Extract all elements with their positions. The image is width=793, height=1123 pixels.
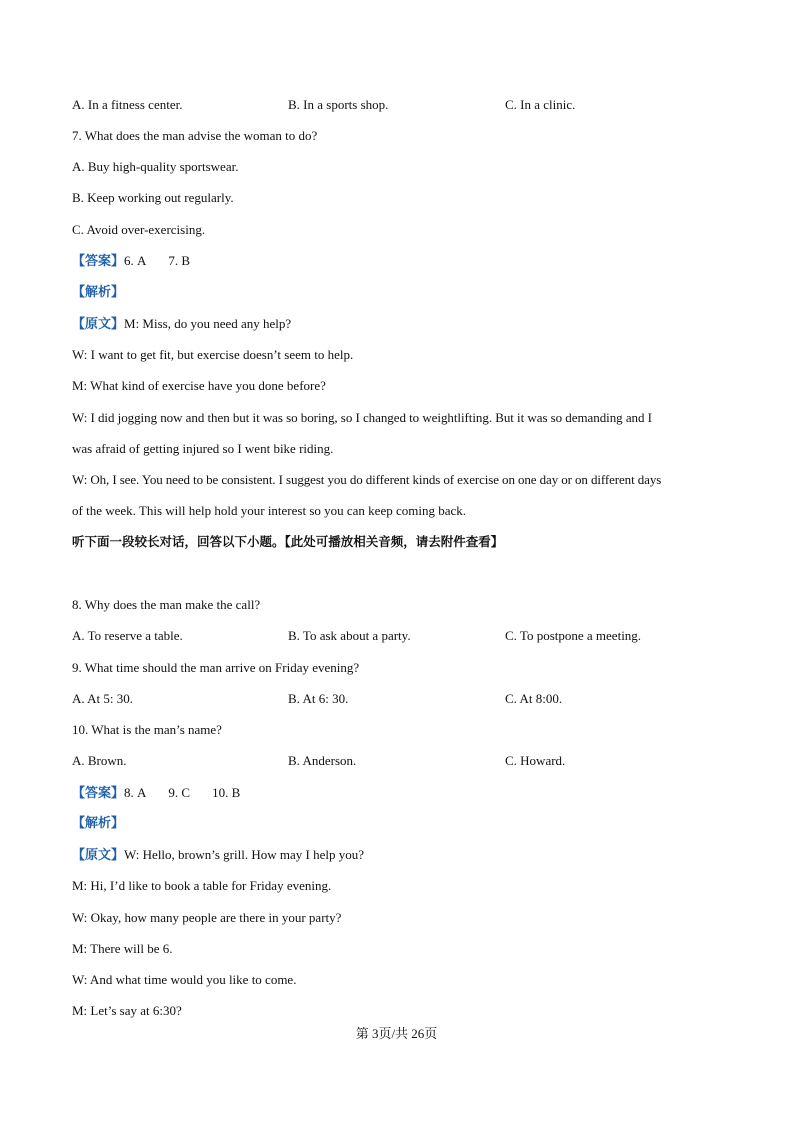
q10-question: 10. What is the man’s name? — [72, 722, 222, 737]
q8-question: 8. Why does the man make the call? — [72, 597, 261, 612]
transcript-2-line-3: W: Okay, how many people are there in your party? — [72, 910, 342, 925]
transcript-2-line-1 — [72, 847, 364, 864]
answer-10: 10. B — [212, 785, 241, 800]
q6-option-c: C. In a clinic. — [505, 97, 576, 112]
transcript-1-line-3: M: What kind of exercise have you done before? — [72, 378, 326, 393]
transcript-1-line-4: W: I did jogging now and then but it was so boring, so I changed to weightlifting. But it was so demanding and I — [72, 410, 652, 425]
transcript-text: M: Miss, do you need any help? — [124, 316, 292, 331]
q9-option-c: C. At 8:00. — [505, 691, 563, 706]
analysis-tag: 【解析】 — [72, 816, 125, 831]
transcript-1-line-5: was afraid of getting injured so I went bike riding. — [72, 441, 334, 456]
q9-option-b: B. At 6: 30. — [288, 691, 349, 706]
answer-tag: 【答案】 — [72, 254, 125, 269]
q8-option-a: A. To reserve a table. — [72, 628, 183, 643]
transcript-2-line-5: W: And what time would you like to come. — [72, 972, 297, 987]
answer-7: 7. B — [168, 253, 191, 268]
analysis-line-2 — [72, 815, 124, 832]
transcript-2-line-6: M: Let’s say at 6:30? — [72, 1003, 182, 1018]
q7-option-a: A. Buy high-quality sportswear. — [72, 159, 239, 174]
transcript-1-line-2: W: I want to get fit, but exercise doesn’t seem to help. — [72, 347, 354, 362]
q6-option-a: A. In a fitness center. — [72, 97, 183, 112]
answer-6: 6. A — [124, 253, 147, 268]
answer-line-1 — [72, 253, 190, 270]
q7-question: 7. What does the man advise the woman to do? — [72, 128, 318, 143]
transcript-1-line-7: of the week. This will help hold your interest so you can keep coming back. — [72, 503, 466, 518]
q10-option-c: C. Howard. — [505, 753, 566, 768]
transcript-2-line-4: M: There will be 6. — [72, 941, 173, 956]
answer-tag: 【答案】 — [72, 786, 125, 801]
q10-option-a: A. Brown. — [72, 753, 127, 768]
transcript-1-line-6: W: Oh, I see. You need to be consistent. I suggest you do different kinds of exercise on one day or on different days — [72, 472, 662, 487]
transcript-tag: 【原文】 — [72, 848, 125, 863]
section-instruction: 听下面一段较长对话，回答以下小题。【此处可播放相关音频，请去附件查看】 — [72, 534, 504, 549]
analysis-line-1 — [72, 284, 124, 301]
answer-8: 8. A — [124, 785, 147, 800]
page-footer: 第 3页/共 26页 — [355, 1026, 438, 1041]
q8-option-b: B. To ask about a party. — [288, 628, 411, 643]
transcript-2-line-2: M: Hi, I’d like to book a table for Friday evening. — [72, 878, 332, 893]
transcript-text: W: Hello, brown’s grill. How may I help you? — [124, 847, 364, 862]
transcript-tag: 【原文】 — [72, 317, 125, 332]
q9-option-a: A. At 5: 30. — [72, 691, 134, 706]
answer-9: 9. C — [168, 785, 191, 800]
q7-option-b: B. Keep working out regularly. — [72, 190, 234, 205]
analysis-tag: 【解析】 — [72, 285, 125, 300]
q7-option-c: C. Avoid over-exercising. — [72, 222, 206, 237]
q8-option-c: C. To postpone a meeting. — [505, 628, 642, 643]
q10-option-b: B. Anderson. — [288, 753, 357, 768]
q6-option-b: B. In a sports shop. — [288, 97, 389, 112]
q9-question: 9. What time should the man arrive on Friday evening? — [72, 660, 360, 675]
transcript-1-line-1 — [72, 316, 291, 333]
answer-line-2 — [72, 785, 240, 802]
